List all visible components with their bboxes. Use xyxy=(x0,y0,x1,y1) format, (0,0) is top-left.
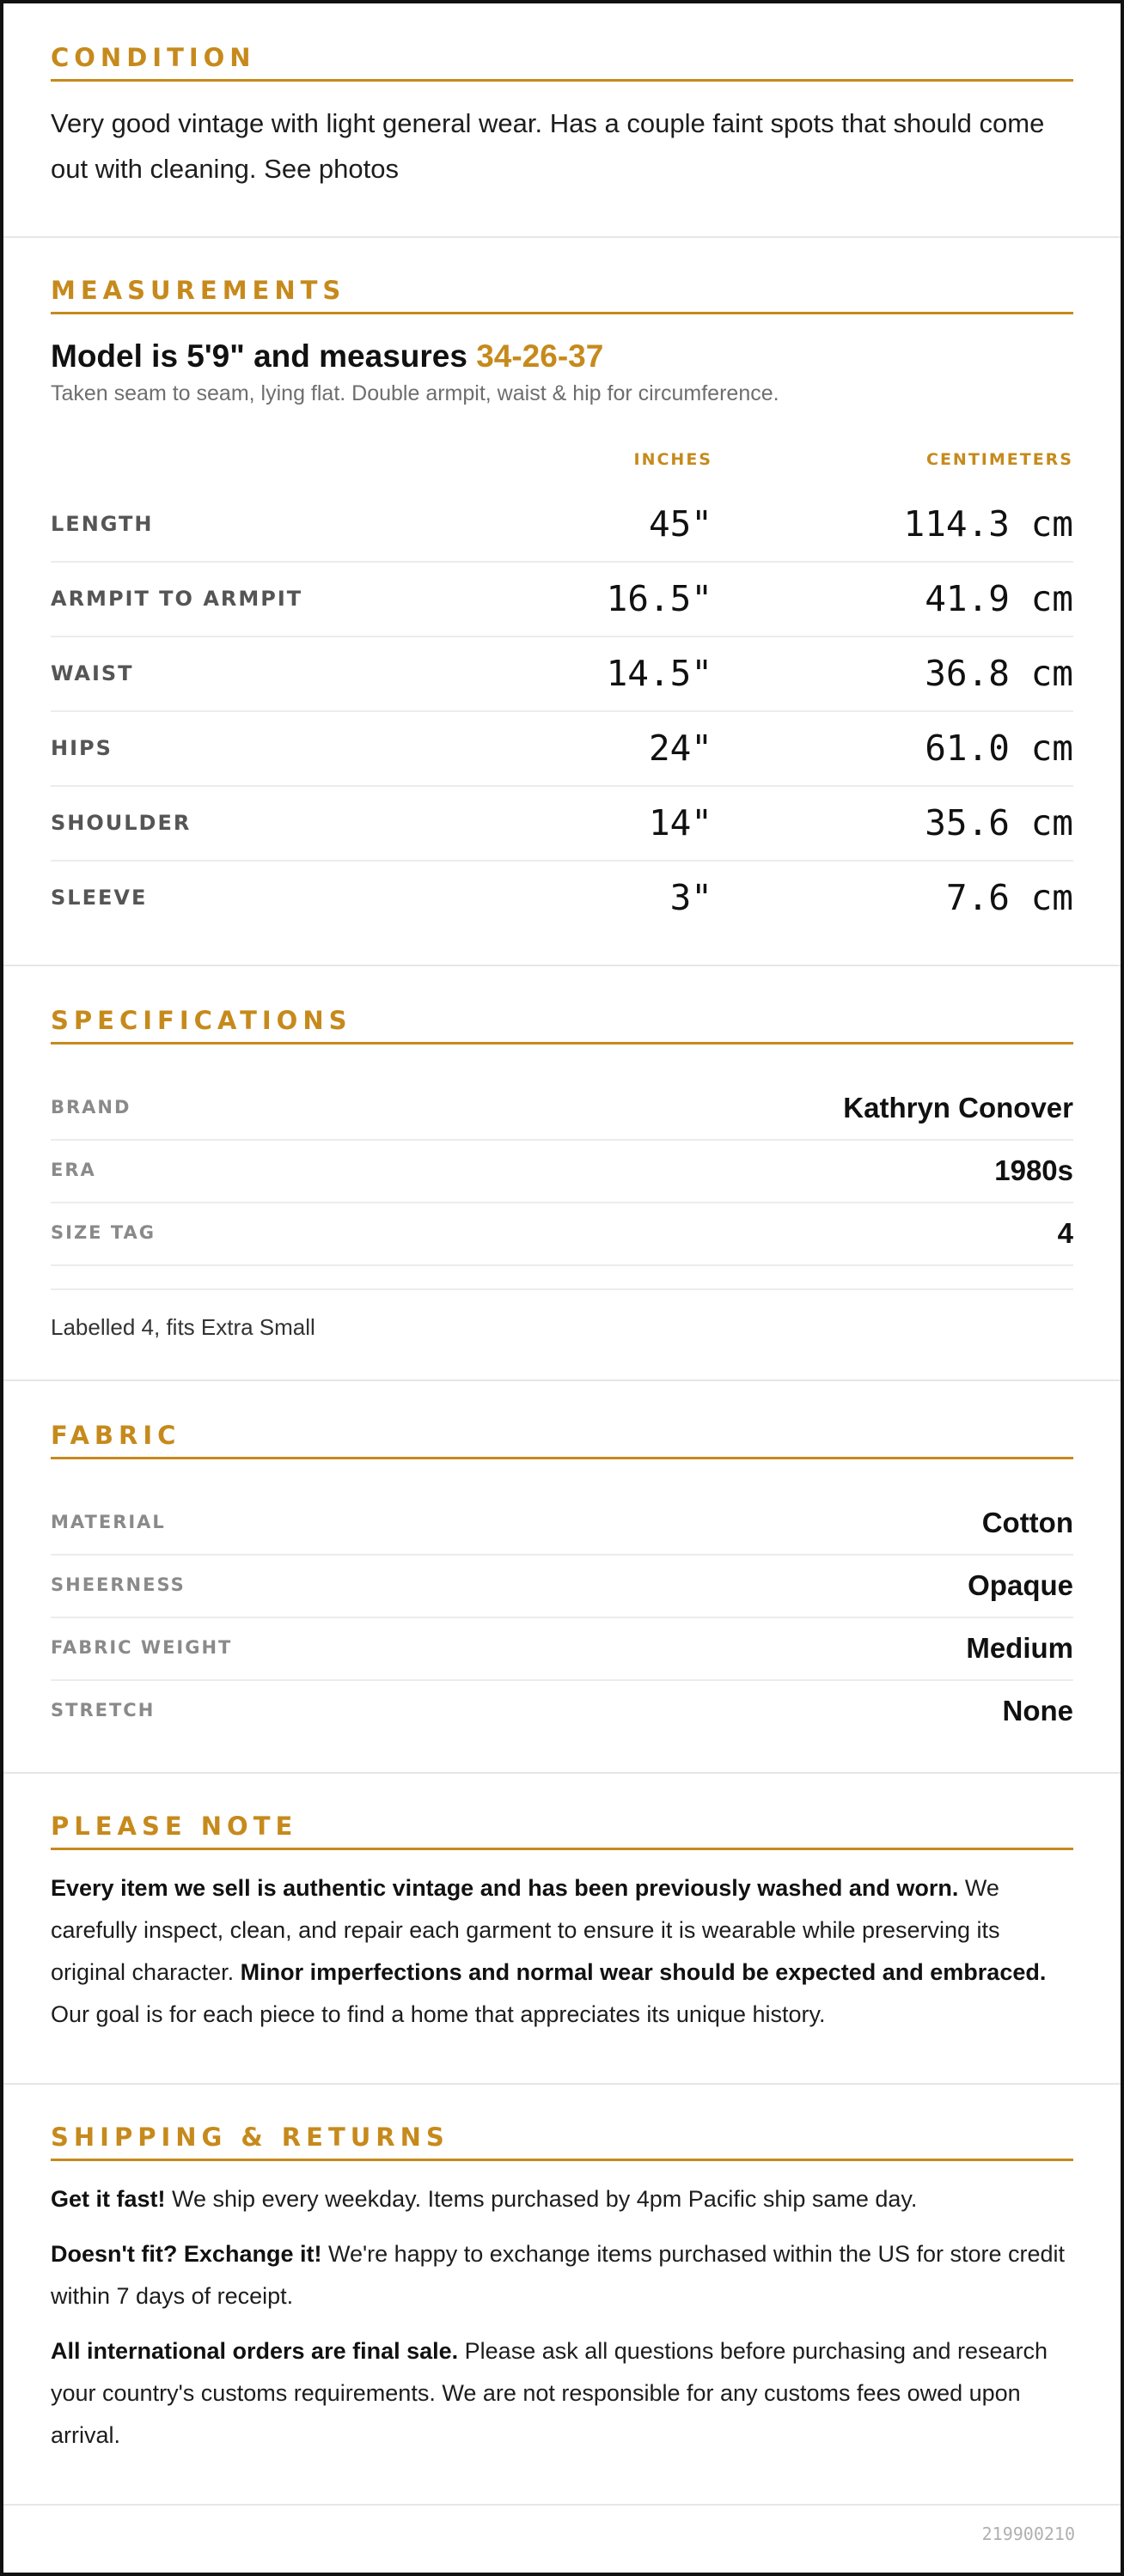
condition-section xyxy=(3,3,1121,238)
measurement-row-waist xyxy=(51,636,1073,712)
measurement-row-length xyxy=(51,487,1073,563)
fabric-value: None xyxy=(1002,1695,1073,1726)
measurement-row-sleeve xyxy=(51,861,1073,935)
spec-value: 1980s xyxy=(994,1154,1073,1186)
measurement-inches: 45" xyxy=(648,503,712,545)
spec-key: BRAND xyxy=(51,1097,131,1117)
measurement-inches: 14" xyxy=(648,802,712,843)
please-note-text-1: We carefully inspect, clean, and repair each garment to ensure it is wearable while preserving its original character. xyxy=(51,1875,1000,1985)
condition-text: Very good vintage with light general wear. Has a couple faint spots that should come out with cleaning. See photos xyxy=(51,108,1045,184)
size-note: Labelled 4, fits Extra Small xyxy=(51,1314,315,1340)
please-note-title: PLEASE NOTE xyxy=(51,1805,1073,1850)
fabric-row-sheerness xyxy=(51,1554,1073,1618)
fabric-row-material xyxy=(51,1491,1073,1556)
model-measures: 34-26-37 xyxy=(476,338,604,374)
fabric-value: Cotton xyxy=(981,1507,1073,1538)
fabric-section xyxy=(3,1381,1121,1774)
shipping-bold-2: Doesn't fit? Exchange it! xyxy=(51,2241,322,2267)
shipping-text-2: We're happy to exchange items purchased within the US for store credit within 7 days of receipt. xyxy=(51,2241,1066,2309)
measurement-inches: 14.5" xyxy=(606,653,712,694)
measurement-inches: 3" xyxy=(669,877,712,918)
measurement-inches: 16.5" xyxy=(606,578,712,619)
product-id: 219900210 xyxy=(981,2524,1075,2544)
measurement-label: LENGTH xyxy=(51,512,154,536)
please-note-bold-1: Every item we sell is authentic vintage and has been previously washed and worn. xyxy=(51,1875,959,1901)
measurement-note: Taken seam to seam, lying flat. Double armpit, waist & hip for circumference. xyxy=(51,381,779,405)
model-measures-line xyxy=(51,338,1073,375)
measurement-cm: 35.6 cm xyxy=(925,802,1073,843)
centimeters-column-header: CENTIMETERS xyxy=(926,450,1073,469)
please-note-text xyxy=(51,1867,1073,2036)
shipping-paragraph-1 xyxy=(51,2178,1073,2220)
spec-row-era xyxy=(51,1139,1073,1203)
measurement-label: WAIST xyxy=(51,661,134,685)
measurement-inches: 24" xyxy=(648,728,712,769)
measurements-title: MEASUREMENTS xyxy=(51,269,1073,314)
shipping-bold-1: Get it fast! xyxy=(51,2186,166,2212)
measurement-label: SLEEVE xyxy=(51,886,148,910)
condition-title: CONDITION xyxy=(51,36,1073,82)
measurement-cm: 114.3 cm xyxy=(903,503,1073,545)
please-note-section xyxy=(3,1774,1121,2085)
fabric-value: Opaque xyxy=(968,1569,1073,1601)
measurement-cm: 7.6 cm xyxy=(945,877,1073,918)
inches-column-header: INCHES xyxy=(633,450,712,469)
specifications-title: SPECIFICATIONS xyxy=(51,999,1073,1044)
measurement-row-armpit xyxy=(51,562,1073,637)
fabric-value: Medium xyxy=(966,1632,1073,1664)
specifications-section xyxy=(3,966,1121,1381)
shipping-text-1: We ship every weekday. Items purchased by 4pm Pacific ship same day. xyxy=(165,2186,918,2212)
measurement-cm: 61.0 cm xyxy=(925,728,1073,769)
measurement-cm: 36.8 cm xyxy=(925,653,1073,694)
shipping-title: SHIPPING & RETURNS xyxy=(51,2116,1073,2161)
spec-row-size-tag xyxy=(51,1202,1073,1266)
spec-row-brand xyxy=(51,1076,1073,1141)
fabric-key: MATERIAL xyxy=(51,1512,166,1532)
measurement-row-shoulder xyxy=(51,786,1073,862)
model-prefix: Model is 5'9" and measures xyxy=(51,338,477,374)
shipping-paragraph-3 xyxy=(51,2330,1073,2457)
fabric-key: STRETCH xyxy=(51,1700,156,1720)
spec-key: ERA xyxy=(51,1160,96,1180)
fabric-row-stretch xyxy=(51,1679,1073,1742)
measurement-label: HIPS xyxy=(51,736,113,760)
measurement-row-hips xyxy=(51,711,1073,787)
spec-key: SIZE TAG xyxy=(51,1222,156,1243)
measurement-label: ARMPIT TO ARMPIT xyxy=(51,587,303,611)
shipping-paragraph-2 xyxy=(51,2233,1073,2317)
fabric-title: FABRIC xyxy=(51,1414,1073,1459)
please-note-text-2: Our goal is for each piece to find a home that appreciates its unique history. xyxy=(51,2001,826,2027)
shipping-section xyxy=(3,2085,1121,2506)
shipping-bold-3: All international orders are final sale. xyxy=(51,2338,459,2364)
spec-value: Kathryn Conover xyxy=(843,1092,1073,1124)
fabric-key: SHEERNESS xyxy=(51,1574,186,1595)
spec-divider xyxy=(51,1288,1073,1290)
please-note-bold-2: Minor imperfections and normal wear should be expected and embraced. xyxy=(240,1959,1047,1985)
measurements-section xyxy=(3,238,1121,966)
measurement-label: SHOULDER xyxy=(51,811,192,835)
shipping-text-3: Please ask all questions before purchasing and research your country's customs requirements. We are not responsible for any customs fees owed upon arrival. xyxy=(51,2338,1048,2448)
fabric-key: FABRIC WEIGHT xyxy=(51,1637,233,1658)
spec-value: 4 xyxy=(1057,1217,1073,1249)
measurement-cm: 41.9 cm xyxy=(925,578,1073,619)
fabric-row-weight xyxy=(51,1617,1073,1681)
